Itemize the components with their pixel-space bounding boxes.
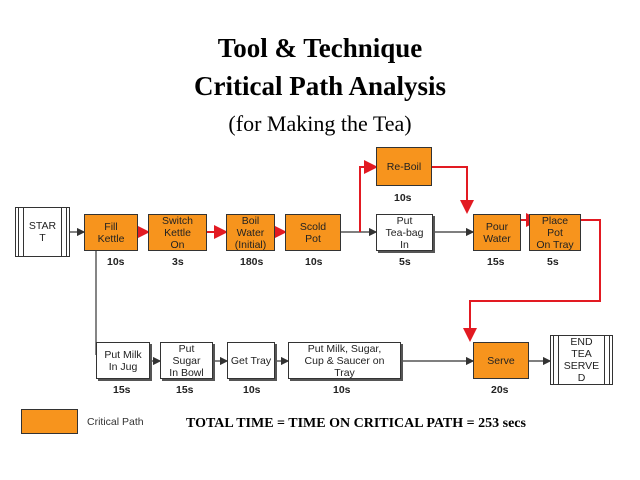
end-node: END TEA SERVE D — [550, 335, 613, 385]
duration-put-milk: 15s — [113, 384, 131, 396]
duration-place-pot: 5s — [547, 256, 559, 268]
scold-pot-node: Scold Pot — [285, 214, 341, 251]
legend-critical-label: Critical Path — [87, 416, 144, 428]
serve-node: Serve — [473, 342, 529, 379]
put-milk-sugar-tray-node: Put Milk, Sugar, Cup & Saucer on Tray — [288, 342, 401, 379]
critical-scold-reboil — [360, 167, 376, 232]
pour-water-node: Pour Water — [473, 214, 521, 251]
put-sugar-node: Put Sugar In Bowl — [160, 342, 213, 379]
boil-water-node: Boil Water (Initial) — [226, 214, 275, 251]
total-time-text: TOTAL TIME = TIME ON CRITICAL PATH = 253 secs — [186, 416, 526, 431]
duration-switch-kettle: 3s — [172, 256, 184, 268]
put-teabag-node: Put Tea-bag In — [376, 214, 433, 251]
duration-get-tray: 10s — [243, 384, 261, 396]
duration-boil-water: 180s — [240, 256, 264, 268]
duration-put-sugar: 15s — [176, 384, 194, 396]
get-tray-node: Get Tray — [227, 342, 275, 379]
title-line-2: Critical Path Analysis — [193, 71, 446, 101]
place-pot-node: Place Pot On Tray — [529, 214, 581, 251]
duration-scold-pot: 10s — [305, 256, 323, 268]
legend-critical-swatch — [21, 409, 78, 434]
duration-put-milk-sugar-tray: 10s — [333, 384, 351, 396]
duration-reboil: 10s — [394, 192, 412, 204]
put-milk-node: Put Milk In Jug — [96, 342, 150, 379]
critical-reboil-pour — [432, 167, 467, 212]
fill-kettle-node: Fill Kettle — [84, 214, 138, 251]
duration-pour-water: 15s — [487, 256, 505, 268]
title-line-1: Tool & Technique — [217, 33, 423, 63]
duration-fill-kettle: 10s — [107, 256, 125, 268]
reboil-node: Re-Boil — [376, 147, 432, 186]
switch-kettle-node: Switch Kettle On — [148, 214, 207, 251]
duration-serve: 20s — [491, 384, 509, 396]
start-node: STAR T — [15, 207, 70, 257]
duration-put-teabag: 5s — [399, 256, 411, 268]
title-line-3: (for Making the Tea) — [228, 111, 412, 136]
